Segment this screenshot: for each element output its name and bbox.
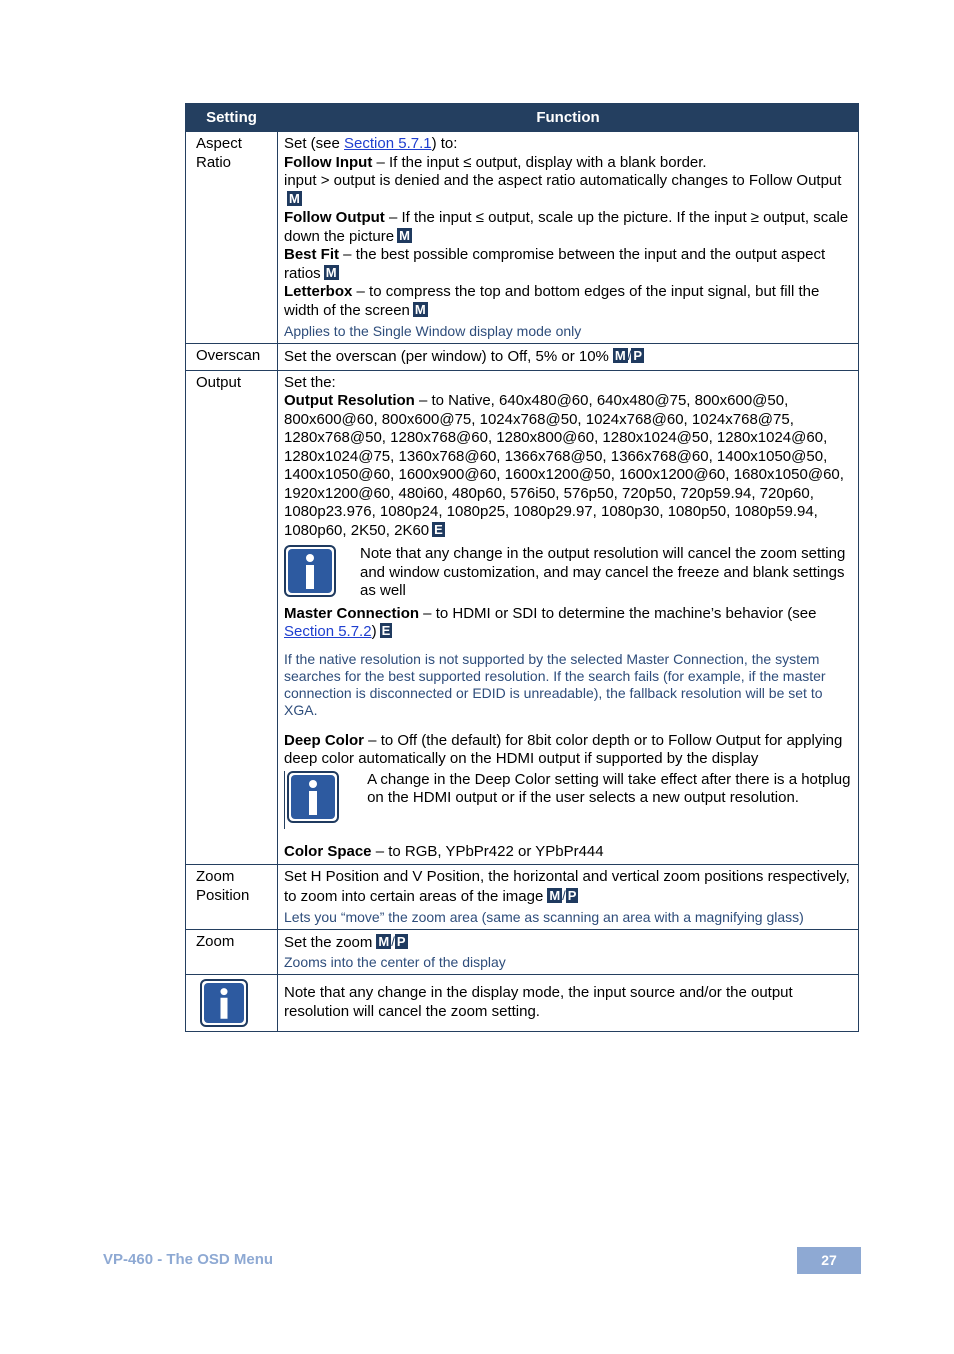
function-cell xyxy=(278,132,859,344)
master-connection-note: If the native resolution is not supported by the selected Master Connection, the system searches for the best supported resolution. If the search fails (for example, if the master connection is disconnected or EDID is unreadable), the fallback resolution will be set to XGA. xyxy=(284,650,826,718)
setting-cell: Overscan xyxy=(186,344,278,371)
info-note xyxy=(284,771,852,829)
aspect-intro: Set (see Section 5.7.1) to: xyxy=(284,135,458,152)
letterbox-text: Letterbox – to compress the top and bottom edges of the input signal, but fill the width of the screen M xyxy=(284,283,820,319)
header-function: Function xyxy=(278,104,859,132)
deep-color-text: Deep Color – to Off (the default) for 8bit color depth or to Follow Output for applying deep color automatically on the HDMI output if supported by the display xyxy=(284,731,843,767)
menu-tag-mp: M / P xyxy=(549,887,577,903)
info-note-text: A change in the Deep Color setting will take effect after there is a hotplug on the HDMI output or if the user selects a new output resolution. xyxy=(367,770,851,806)
setting-cell: Zoom Position xyxy=(186,865,278,930)
menu-tag-mp: M / P xyxy=(614,348,643,363)
info-note xyxy=(284,545,852,601)
overscan-text: Set the overscan (per window) to Off, 5% or 10% M / P xyxy=(284,348,643,365)
setting-cell: Zoom xyxy=(186,930,278,975)
table-row xyxy=(186,865,859,930)
menu-tag-mp: M / P xyxy=(378,934,406,949)
table-row xyxy=(186,974,859,1031)
function-cell xyxy=(278,865,859,930)
menu-tag-e: E xyxy=(434,521,443,537)
info-note-text: Note that any change in the output resolution will cancel the zoom setting and window customization, and may cancel the freeze and blank settings as well xyxy=(360,545,846,599)
final-note-cell xyxy=(278,974,859,1031)
follow-output-text: Follow Output – If the input ≤ output, scale up the picture. If the input ≥ output, scale down the picture M xyxy=(284,209,849,245)
menu-tag-m: M xyxy=(414,301,426,317)
function-cell xyxy=(278,930,859,975)
table-row xyxy=(186,132,859,344)
info-icon-cell xyxy=(186,974,278,1031)
menu-tag-m: M xyxy=(325,264,337,280)
section-link[interactable]: Section 5.7.2 xyxy=(284,623,372,640)
menu-tag-e: E xyxy=(381,623,391,638)
section-link[interactable]: Section 5.7.1 xyxy=(344,135,432,152)
color-space-text: Color Space – to RGB, YPbPr422 or YPbPr444 xyxy=(284,842,604,860)
output-intro: Set the: xyxy=(284,373,336,391)
table-row xyxy=(186,370,859,865)
best-fit-text: Best Fit – the best possible compromise between the input and the output aspect ratios M xyxy=(284,246,826,282)
function-cell xyxy=(278,344,859,371)
aspect-note: Applies to the Single Window display mode only xyxy=(284,323,582,339)
info-icon xyxy=(284,545,336,597)
table-row xyxy=(186,930,859,975)
zoom-text: Set the zoom M / P xyxy=(284,934,406,951)
follow-input-text-2: input > output is denied and the aspect ratio automatically changes to Follow OutputM xyxy=(284,172,842,206)
master-connection-text: Master Connection – to HDMI or SDI to determine the machine’s behavior (see Section 5.7.2) E xyxy=(284,604,817,640)
setting-cell: Output xyxy=(186,370,278,865)
osd-menu-table xyxy=(185,103,859,1032)
follow-input-text: Follow Input – If the input ≤ output, display with a blank border. xyxy=(284,153,707,171)
menu-tag-m: M xyxy=(399,227,410,243)
setting-cell: Aspect Ratio xyxy=(186,132,278,344)
page-number: 27 xyxy=(797,1247,861,1274)
zoom-note: Zooms into the center of the display xyxy=(284,953,506,970)
info-icon xyxy=(287,771,339,823)
info-icon xyxy=(200,979,248,1027)
output-resolution-text: Output Resolution – to Native, 640x480@60, 640x480@75, 800x600@50, 800x600@60, 800x600@75, 1024x768@50, 1024x768@60, 1024x768@75, 1280x768@50, 1280x768@60, 1280x800@60, 1280x1024@50, 1280x1024@60, 1280x1024@75, 1360x768@60, 1366x768@50, 1366x768@60, 1400x1050@50, 1400x1050@60, 1600x900@60, 1600x1200@50, 1600x1200@60, 1680x1050@60, 1920x1200@60, 480i60, 480p60, 576i50, 576p50, 720p50, 720p59.94, 720p60, 1080p23.976, 1080p24, 1080p25, 1080p29.97, 1080p30, 1080p50, 1080p59.94, 1080p60, 2K50, 2K60 E xyxy=(284,392,844,539)
header-setting: Setting xyxy=(186,104,278,132)
zoom-position-text: Set H Position and V Position, the horizontal and vertical zoom positions respectively, to zoom into certain areas of the image M / P xyxy=(284,868,850,905)
final-note-text: Note that any change in the display mode, the input source and/or the output resolution will cancel the zoom setting. xyxy=(284,984,793,1020)
function-cell xyxy=(278,370,859,865)
table-header-row xyxy=(186,104,859,132)
menu-tag-m: M xyxy=(289,190,300,206)
zoom-position-note: Lets you “move” the zoom area (same as scanning an area with a magnifying glass) xyxy=(284,909,804,925)
table-row xyxy=(186,344,859,371)
footer-title: VP-460 - The OSD Menu xyxy=(103,1251,274,1268)
